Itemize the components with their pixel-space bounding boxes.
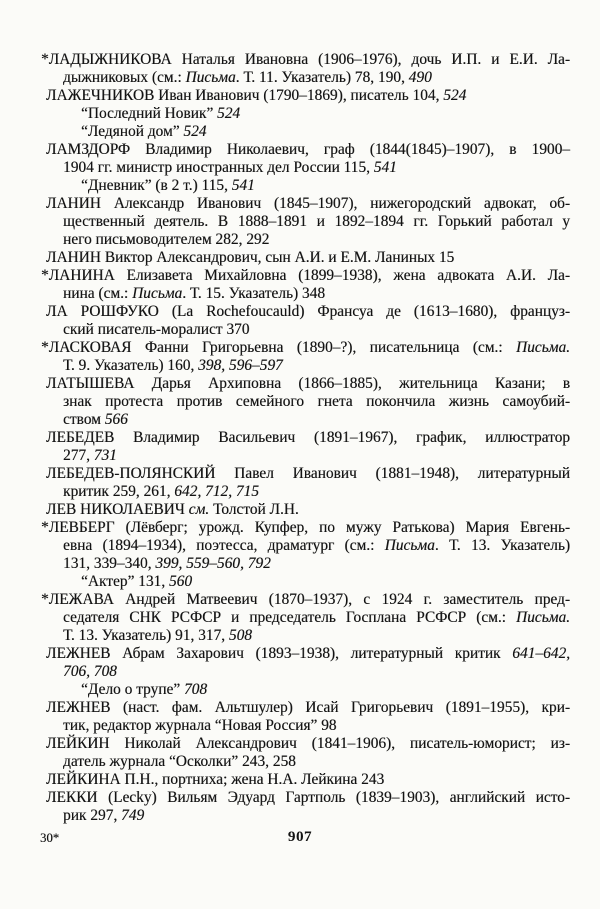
index-entry-line <box>46 393 570 411</box>
italic-text-run: 508 <box>228 627 252 644</box>
index-entry-line <box>46 555 570 573</box>
text-run: *ЛАДЫЖНИКОВА Наталья Ивановна (1906–1976), дочь И.П. и Е.И. Ла- <box>41 51 570 68</box>
text-run: ЛЕБЕДЕВ Владимир Васильевич (1891–1967), график, иллюстратор <box>46 429 570 446</box>
index-entry-line <box>46 483 570 501</box>
page-footer <box>0 826 600 848</box>
text-run: нина (см.: <box>63 285 133 302</box>
index-entry-line <box>46 105 570 123</box>
italic-text-run: 708 <box>183 681 208 698</box>
index-entry-line <box>46 681 570 699</box>
index-entry-line <box>46 87 570 105</box>
text-run: *ЛЕЖАВА Андрей Матвеевич (1870–1937), с 1924 г. заместитель пред- <box>41 591 570 608</box>
text-run: “Последний Новик” <box>81 105 218 122</box>
text-run: щественный деятель. В 1888–1891 и 1892–1894 гг. Горький работал у <box>63 213 570 230</box>
text-run: *ЛАНИНА Елизавета Михайловна (1899–1938), жена адвоката А.И. Ла- <box>41 267 570 284</box>
italic-text-run: 566 <box>104 411 128 428</box>
italic-text-run: 524 <box>443 87 467 104</box>
index-entry-line <box>46 123 570 141</box>
index-entry-line <box>46 753 570 771</box>
index-entry-line <box>46 609 570 627</box>
text-run: евна (1894–1934), поэтесса, драматург (см.: <box>63 537 385 554</box>
index-entry-line <box>46 375 570 393</box>
index-entry-line <box>46 159 570 177</box>
index-entry-line <box>46 177 570 195</box>
page-number: 907 <box>287 828 313 845</box>
italic-text-run: 541 <box>373 159 397 176</box>
text-run: ЛАЖЕЧНИКОВ Иван Иванович (1790–1869), писатель 104, <box>46 87 444 104</box>
index-entry-line <box>41 591 570 609</box>
text-run: ством <box>63 411 105 428</box>
index-entry-line <box>46 789 570 807</box>
index-entry-line <box>46 663 570 681</box>
index-entry-line <box>46 321 570 339</box>
index-entry-line <box>46 249 570 267</box>
text-run: *ЛЕВБЕРГ (Лёвберг; урожд. Купфер, по мужу Ратькова) Мария Евгень- <box>41 519 570 536</box>
text-run: ЛЕЙКИНА П.Н., портниха; жена Н.А. Лейкина 243 <box>46 771 385 788</box>
italic-text-run: 706, 708 <box>63 663 117 680</box>
index-entry-line <box>46 447 570 465</box>
italic-text-run: см. <box>188 501 210 518</box>
index-entry-line <box>46 537 570 555</box>
index-entry-line <box>46 411 570 429</box>
text-run: ЛАНИН Александр Иванович (1845–1907), нижегородский адвокат, об- <box>46 195 570 212</box>
italic-text-run: Письма <box>132 285 183 302</box>
text-run: 131, 339–340, <box>63 555 156 572</box>
text-run: *ЛАСКОВАЯ Фанни Григорьевна (1890–?), писательница (см.: <box>41 339 516 356</box>
index-entry-line <box>46 771 570 789</box>
text-run: Толстой Л.Н. <box>209 501 299 518</box>
index-entry-line <box>46 429 570 447</box>
italic-text-run: 749 <box>121 807 145 824</box>
index-entry-line <box>46 357 570 375</box>
text-run: “Актер” 131, <box>81 573 169 590</box>
index-entry-line <box>46 465 570 483</box>
italic-text-run: 524 <box>217 105 241 122</box>
text-run: Т. 13. Указатель) 91, 317, <box>63 627 229 644</box>
index-entry-line <box>46 69 570 87</box>
index-entry-line <box>41 519 570 537</box>
text-run: . Т. 15. Указатель) 348 <box>182 285 326 302</box>
italic-text-run: 731 <box>93 447 117 464</box>
printer-signature-mark: 30* <box>40 831 60 845</box>
text-run: ЛА РОШФУКО (La Rochefoucauld) Франсуа де (1613–1680), француз- <box>46 303 570 320</box>
italic-text-run: 398, 596–597 <box>198 357 283 374</box>
text-run: тик, редактор журнала “Новая Россия” 98 <box>63 717 337 734</box>
text-run: знак протеста против семейного гнета покончила жизнь самоубий- <box>63 393 570 410</box>
text-run: . Т. 13. Указатель) <box>434 537 570 554</box>
text-run: ЛЕЖНЕВ Абрам Захарович (1893–1938), литературный критик <box>46 645 513 662</box>
index-entry-line <box>46 645 570 663</box>
text-run: рик 297, <box>63 807 122 824</box>
text-run: . Т. 11. Указатель) 78, 190, <box>235 69 409 86</box>
index-entry-line <box>46 627 570 645</box>
index-text-block <box>41 51 570 825</box>
italic-text-run: Письма <box>384 537 435 554</box>
index-entry-line <box>46 303 570 321</box>
index-entry-line <box>46 717 570 735</box>
text-run: ЛЕБЕДЕВ-ПОЛЯНСКИЙ Павел Иванович (1881–1948), литературный <box>46 465 570 482</box>
index-entry-line <box>41 267 570 285</box>
index-entry-line <box>46 285 570 303</box>
index-entry-line <box>46 573 570 591</box>
index-entry-line <box>46 141 570 159</box>
italic-text-run: 490 <box>408 69 432 86</box>
italic-text-run: Письма. <box>515 339 570 356</box>
text-run: него письмоводителем 282, 292 <box>63 231 270 248</box>
index-entry-line <box>46 213 570 231</box>
index-entry-line <box>46 807 570 825</box>
text-run: “Дневник” (в 2 т.) 115, <box>81 177 232 194</box>
index-entry-line <box>46 501 570 519</box>
index-entry-line <box>41 51 570 69</box>
text-run: седателя СНК РСФСР и председатель Госплана РСФСР (см.: <box>63 609 516 626</box>
text-run: ЛАНИН Виктор Александрович, сын А.И. и Е.М. Ланиных 15 <box>46 249 455 266</box>
index-entry-line <box>46 735 570 753</box>
text-run: критик 259, 261, <box>63 483 175 500</box>
index-entry-line <box>46 195 570 213</box>
text-run: ЛЕВ НИКОЛАЕВИЧ <box>46 501 189 518</box>
italic-text-run: Письма. <box>515 609 570 626</box>
text-run: ЛЕЖНЕВ (наст. фам. Альтшулер) Исай Григорьевич (1891–1955), кри- <box>46 699 570 716</box>
text-run: ЛЕЙКИН Николай Александрович (1841–1906), писатель-юморист; из- <box>46 735 570 752</box>
italic-text-run: 524 <box>183 123 207 140</box>
text-run: ЛАМЗДОРФ Владимир Николаевич, граф (1844(1845)–1907), в 1900– <box>46 141 570 158</box>
text-run: датель журнала “Осколки” 243, 258 <box>63 753 296 770</box>
italic-text-run: 642, 712, 715 <box>174 483 259 500</box>
italic-text-run: Письма <box>185 69 236 86</box>
italic-text-run: 560 <box>168 573 193 590</box>
text-run: 1904 гг. министр иностранных дел России 115, <box>63 159 374 176</box>
index-entry-line <box>46 231 570 249</box>
italic-text-run: 399, 559–560, 792 <box>155 555 271 572</box>
text-run: “Ледяной дом” <box>81 123 184 140</box>
italic-text-run: 541 <box>231 177 255 194</box>
italic-text-run: 641–642, <box>512 645 570 662</box>
text-run: дыжниковых (см.: <box>63 69 186 86</box>
index-entry-line <box>46 699 570 717</box>
text-run: 277, <box>63 447 94 464</box>
text-run: ЛЕККИ (Lecky) Вильям Эдуард Гартполь (1839–1903), английский исто- <box>46 789 570 806</box>
text-run: “Дело о трупе” <box>81 681 184 698</box>
text-run: ский писатель-моралист 370 <box>63 321 250 338</box>
text-run: Т. 9. Указатель) 160, <box>63 357 199 374</box>
index-entry-line <box>41 339 570 357</box>
text-run: ЛАТЫШЕВА Дарья Архиповна (1866–1885), жительница Казани; в <box>46 375 570 392</box>
